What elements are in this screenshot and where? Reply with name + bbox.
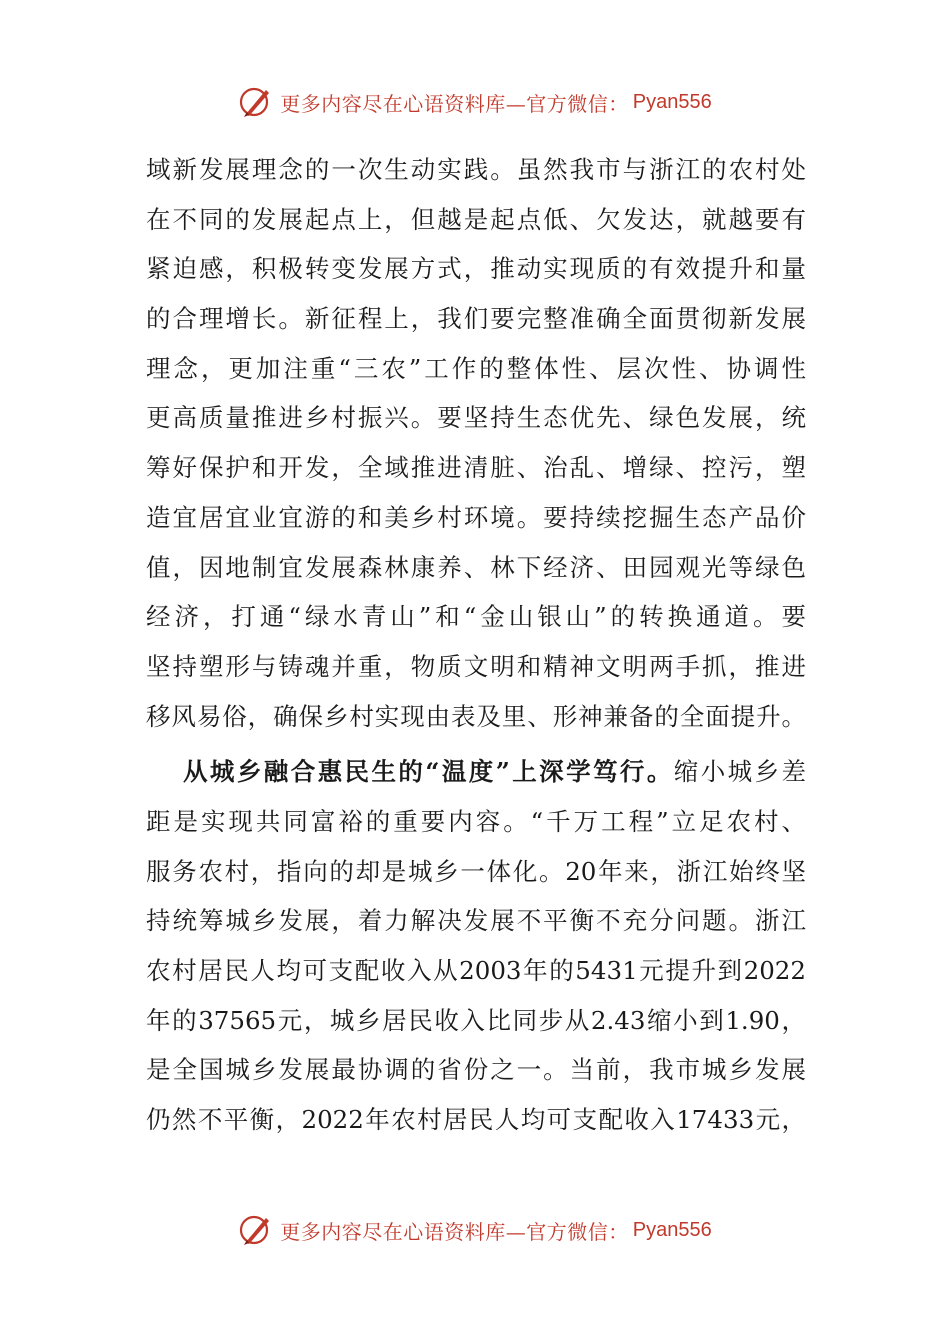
wechat-handle: Pyan556	[632, 1218, 712, 1241]
text-line: 理念，更加注重“三农”工作的整体性、层次性、协调性	[146, 353, 806, 383]
text-line: 在不同的发展起点上，但越是起点低、欠发达，就越要有	[146, 204, 806, 234]
text-line: 的合理增长。新征程上，我们要完整准确全面贯彻新发展	[146, 304, 806, 334]
quill-pen-logo-icon	[238, 1212, 274, 1248]
text-line: 值，因地制宜发展森林康养、林下经济、田园观光等绿色	[146, 552, 806, 582]
text-line-first	[146, 747, 806, 797]
text-line: 距是实现共同富裕的重要内容。“千万工程”立足农村、	[146, 806, 806, 836]
text-line: 更高质量推进乡村振兴。要坚持生态优先、绿色发展，统	[146, 403, 806, 433]
wechat-handle: Pyan556	[632, 90, 712, 113]
quill-pen-logo-icon	[238, 84, 274, 120]
text-line: 筹好保护和开发，全域推进清脏、治乱、增绿、控污，塑	[146, 453, 806, 483]
text-line: 经济，打通“绿水青山”和“金山银山”的转换通道。要	[146, 602, 806, 632]
text-line: 农村居民人均可支配收入从2003年的5431元提升到2022	[146, 956, 806, 985]
text-line: 造宜居宜业宜游的和美乡村环境。要持续挖掘生态产品价	[146, 502, 806, 532]
paragraph-1	[146, 145, 806, 741]
text-line: 移风易俗，确保乡村实现由表及里、形神兼备的全面提升。	[146, 701, 806, 731]
footer-banner	[0, 1208, 950, 1252]
paragraph-lead-heading: 从城乡融合惠民生的“温度”上深学笃行。	[183, 757, 674, 787]
text-span: 缩小城乡差	[673, 757, 807, 787]
paragraph-2	[146, 747, 806, 1145]
banner-text: 更多内容尽在心语资料库—官方微信：	[280, 1219, 629, 1244]
text-line: 持统筹城乡发展，着力解决发展不平衡不充分问题。浙江	[146, 906, 806, 936]
banner-text: 更多内容尽在心语资料库—官方微信：	[280, 91, 629, 116]
text-line: 坚持塑形与铸魂并重，物质文明和精神文明两手抓，推进	[146, 651, 806, 681]
text-line: 仍然不平衡，2022年农村居民人均可支配收入17433元，	[146, 1105, 806, 1135]
header-banner	[0, 80, 950, 124]
text-line: 域新发展理念的一次生动实践。虽然我市与浙江的农村处	[146, 155, 806, 184]
document-body	[146, 145, 806, 1145]
text-line: 年的37565元，城乡居民收入比同步从2.43缩小到1.90，	[146, 1005, 806, 1035]
text-line: 紧迫感，积极转变发展方式，推动实现质的有效提升和量	[146, 254, 806, 284]
text-line: 服务农村，指向的却是城乡一体化。20年来，浙江始终坚	[146, 856, 806, 886]
text-line: 是全国城乡发展最协调的省份之一。当前，我市城乡发展	[146, 1055, 806, 1085]
